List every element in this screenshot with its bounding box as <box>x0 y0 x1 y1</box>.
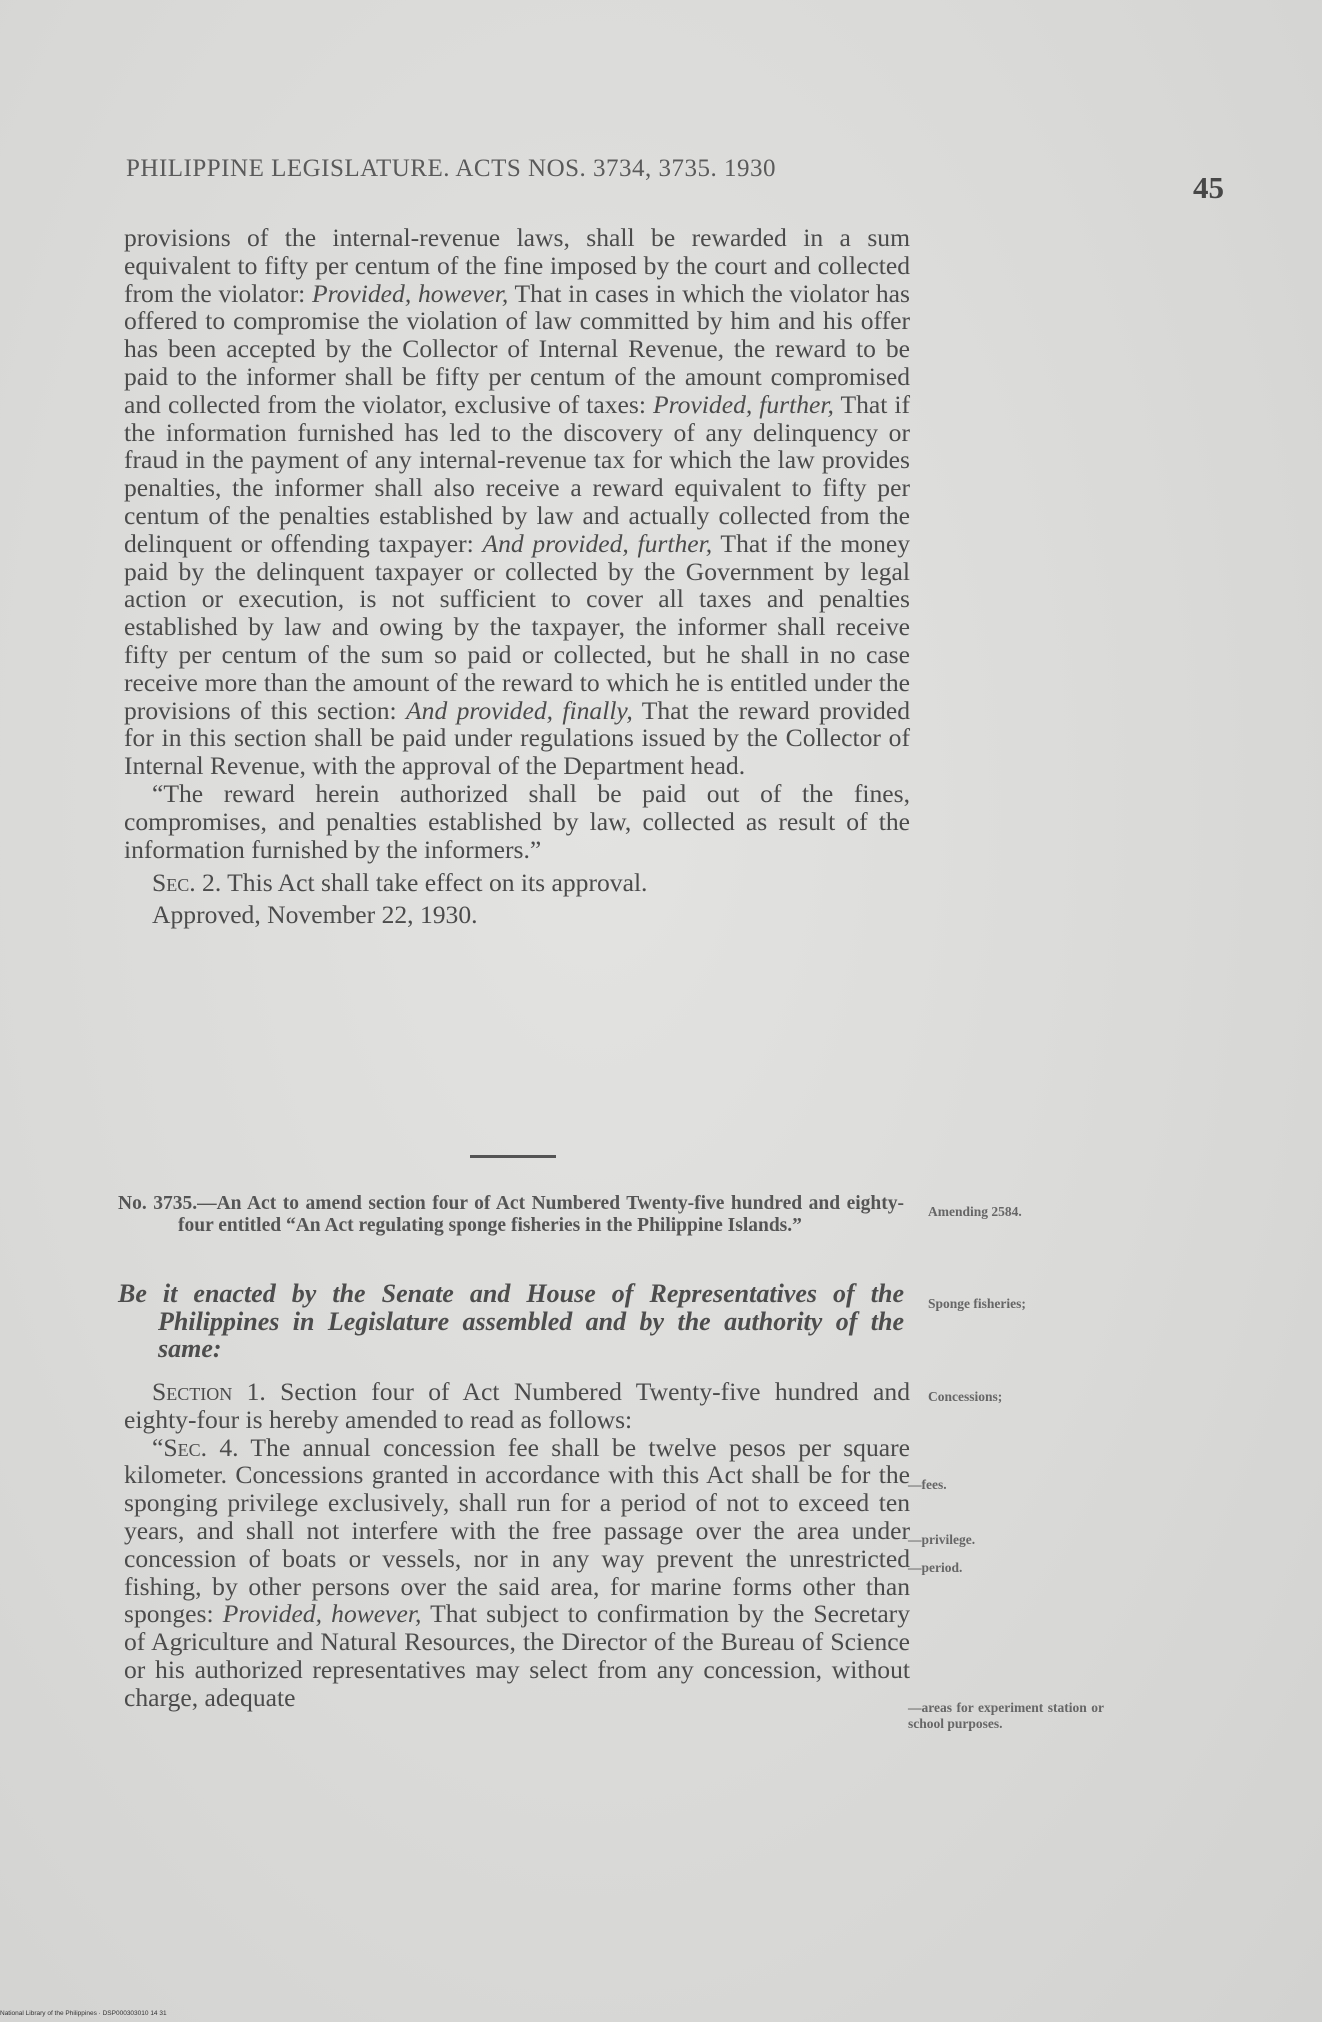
italic-phrase: Provided, however, <box>222 1599 422 1629</box>
text-run: That if the money paid by the delinquent taxpayer or collected by the Government by legal action or execution, is not sufficient to cover all taxes and penalties established by law and owing by the taxpayer, the informer shall receive fifty per centum of the sum so paid or collected, but he shall in no case receive more than the amount of the reward to which he is entitled under the provisions of this section: <box>124 528 911 725</box>
approval-date: Approved, November 22, 1930. <box>152 900 478 930</box>
italic-phrase: And provided, finally, <box>406 695 633 725</box>
margin-note-sponge-fisheries: Sponge fisheries; <box>928 1296 1026 1311</box>
section-1-label: Section <box>152 1377 233 1406</box>
section-4-label: Sec. <box>163 1432 208 1462</box>
running-head: PHILIPPINE LEGISLATURE. ACTS NOS. 3734, 3735. 1930 <box>126 155 777 182</box>
page-number: 45 <box>1193 170 1224 205</box>
footer-credit: National Library of the Philippines · DSP000303010 14 31 <box>0 2010 167 2017</box>
act-3734-continuation-paragraph <box>124 224 910 780</box>
margin-note-period: —period. <box>908 1560 963 1575</box>
text-run: That the reward provided for in this section shall be paid under regulations issued by the Collector of Internal Revenue, with the approval of the Department head. <box>124 695 910 781</box>
margin-note-areas: —areas for experiment station or school purposes. <box>908 1700 1104 1731</box>
section-4-open-quote: “ <box>152 1432 164 1462</box>
section-1-paragraph <box>124 1378 910 1434</box>
text-run: 4. The annual concession fee shall be twelve pesos per square kilometer. Concessions granted in accordance with this Act shall be for the sponging privilege exclusively, shall run for a period of not to exceed ten years, and shall not interfere with the free passage over the area under concession of boats or vessels, nor in any way prevent the unrestricted fishing, by other persons over the said area, for marine forms other than sponges: <box>124 1432 910 1629</box>
act-3735-heading: No. 3735.—An Act to amend section four of Act Numbered Twenty-five hundred and eighty-four entitled “An Act regulating sponge fisheries in the Philippine Islands.” <box>118 1193 904 1236</box>
italic-phrase: Provided, further, <box>653 389 834 419</box>
enacting-clause: Be it enacted by the Senate and House of Representatives of the Philippines in Legislature assembled and by the authority of the same: <box>118 1279 904 1364</box>
section-2-text: 2. This Act shall take effect on its approval. <box>195 868 648 898</box>
text-run: That subject to confirmation by the Secretary of Agriculture and Natural Resources, the Director of the Bureau of Science or his authorized representatives may select from any concession, without charge, adequate <box>124 1599 910 1712</box>
text-run: That in cases in which the violator has offered to compromise the violation of law committed by him and his offer has been accepted by the Collector of Internal Revenue, the reward to be paid to the informer shall be fifty per centum of the amount compromised and collected from the violator, exclusive of taxes: <box>124 278 910 419</box>
text-run: provisions of the internal-revenue laws, shall be rewarded in a sum equivalent to fifty per centum of the fine imposed by the court and collected from the violator: <box>124 223 910 308</box>
section-2-paragraph <box>124 869 910 897</box>
margin-note-fees: —fees. <box>908 1477 947 1492</box>
section-2-label: Sec. <box>152 868 196 898</box>
section-1-text: 1. Section four of Act Numbered Twenty-five hundred and eighty-four is hereby amended to read as follows: <box>124 1377 910 1434</box>
margin-note-amending: Amending 2584. <box>928 1204 1022 1219</box>
section-4-text <box>124 1433 910 1712</box>
section-4-paragraph <box>124 1434 910 1712</box>
margin-note-privilege: —privilege. <box>908 1532 976 1547</box>
reward-paragraph: “The reward herein authorized shall be paid out of the fines, compromises, and penalties established by law, collected as result of the information furnished by the informers.” <box>124 778 910 864</box>
text-run: That if the information furnished has led to the discovery of any delinquency or fraud in the payment of any internal-revenue tax for which the law provides penalties, the informer shall also receive a reward equivalent to fifty per centum of the penalties established by law and actually collected from the delinquent or offending taxpayer: <box>124 389 910 558</box>
italic-phrase: Provided, however, <box>311 278 509 308</box>
act-3735-body <box>124 1378 910 1712</box>
act-3734-body <box>124 224 910 929</box>
margin-note-concessions: Concessions; <box>928 1389 1003 1404</box>
italic-phrase: And provided, further, <box>482 528 713 558</box>
section-divider-rule <box>470 1155 556 1158</box>
